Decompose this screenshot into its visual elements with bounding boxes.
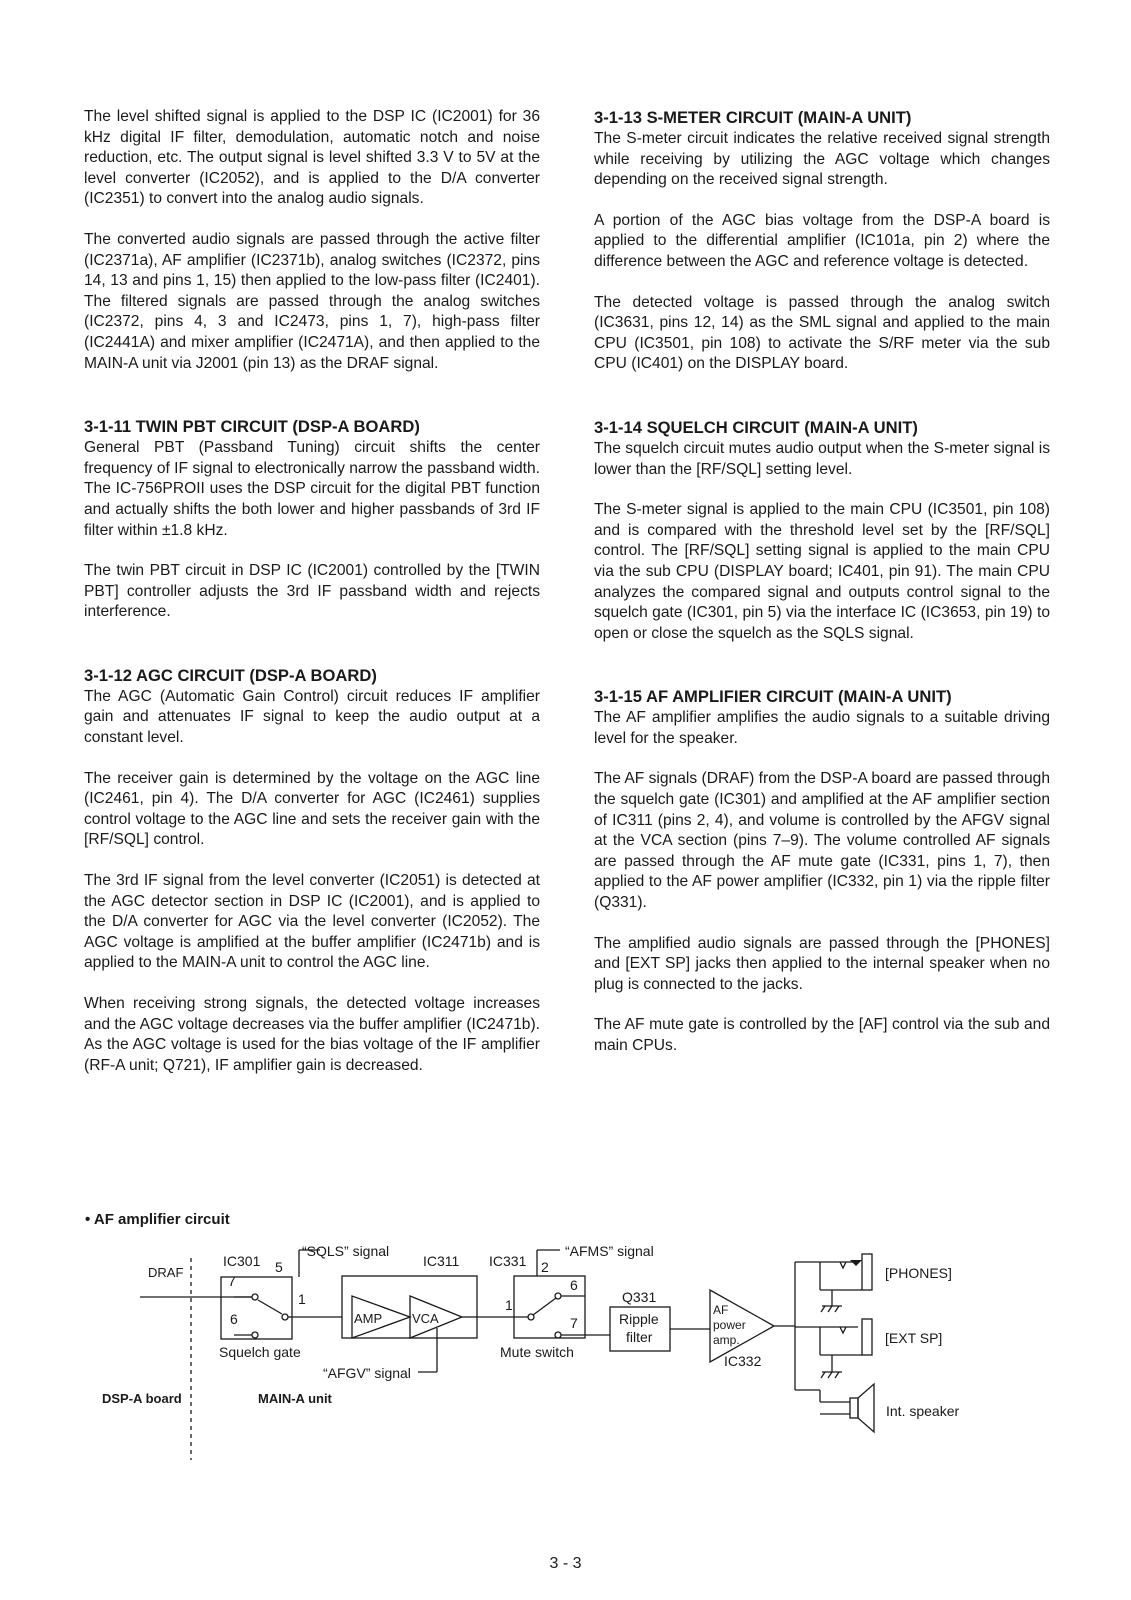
speaker-icon [850,1398,858,1418]
paragraph: The S-meter signal is applied to the main CPU (IC3501, pin 108) and is compared with the threshold level set by the [RF/SQL] control. The [RF/SQL] setting signal is applied to the main CPU via the sub CPU (DISPLAY board; IC401, pin 91). The main CPU analyzes the compared signal and outputs control signal to the squelch gate (IC301, pin 5) via the interface IC (IC3653, pin 19) to open or close the squelch as the SQLS signal. [594,501,1050,642]
dspa-board-label: DSP-A board [102,1391,182,1406]
filter-label: filter [626,1329,653,1345]
q331-label: Q331 [622,1289,657,1305]
ripple-label: Ripple [619,1311,659,1327]
paragraph: The twin PBT circuit in DSP IC (IC2001) controlled by the [TWIN PBT] controller adjusts the 3rd IF passband width and rejects interference. [84,562,540,621]
paragraph: The squelch circuit mutes audio output when the S-meter signal is lower than the [RF/SQL] setting level. [594,439,1050,478]
paragraph: When receiving strong signals, the detected voltage increases and the AGC voltage decreases via the buffer amplifier (IC2471b). As the AGC voltage is used for the bias voltage of the IF amplifier (RF-A unit; Q721), IF amplifier gain is decreased. [84,995,540,1074]
section-heading-s-meter: 3-1-13 S-METER CIRCUIT (MAIN-A UNIT) [594,108,912,127]
ext-sp-jack [862,1319,872,1355]
paragraph: The receiver gain is determined by the voltage on the AGC line (IC2461, pin 4). The D/A converter for AGC (IC2461) supplies control voltage to the AGC line and sets the receiver gain with the [RF/SQL] control. [84,769,540,849]
paragraph: The converted audio signals are passed through the active filter (IC2371a), AF amplifier (IC2371b), analog switches (IC2372, pins 14, 13 and pins 1, 15) then applied to the low-pass filter (IC2401). The filtered signals are passed through the analog switches (IC2372, pins 4, 3 and IC2473, pins 1, 7), high-pass filter (IC2441A) and mixer amplifier (IC2471A), and then applied to the MAIN-A unit via J2001 (pin 13) as the DRAF signal. [84,230,540,372]
paragraph: The S-meter circuit indicates the relative received signal strength while receiving by utilizing the AGC voltage which changes depending on the received signal strength. [594,130,1050,189]
section-heading-af-amplifier: 3-1-15 AF AMPLIFIER CIRCUIT (MAIN-A UNIT) [594,687,952,707]
paragraph: The detected voltage is passed through the analog switch (IC3631, pins 12, 14) as the SML signal and applied to the main CPU (IC3501, pin 108) to activate the S/RF meter via the sub CPU (IC401) on the DISPLAY board. [594,293,1050,373]
ic311-label: IC311 [423,1253,460,1269]
maina-unit-label: MAIN-A unit [258,1391,332,1406]
pin-label: 6 [230,1311,238,1327]
paragraph: The level shifted signal is applied to the DSP IC (IC2001) for 36 kHz digital IF filter, demodulation, automatic notch and noise reduction, etc. The output signal is level shifted 3.3 V to 5V at the level converter (IC2052), and is applied to the D/A converter (IC2351) to convert into the analog audio signals. [84,108,540,208]
power-label: power [713,1318,746,1332]
ic331-label: IC331 [489,1253,527,1269]
paragraph: The AGC (Automatic Gain Control) circuit reduces IF amplifier gain and attenuates IF signal to keep the audio output at a constant level. [84,687,540,747]
af-amplifier-circuit-diagram [80,1211,1000,1472]
int-speaker-label: Int. speaker [886,1403,960,1419]
left-column [84,107,540,1096]
arrow-icon [850,1260,862,1266]
phones-label: [PHONES] [885,1265,952,1281]
paragraph: The AF amplifier amplifies the audio signals to a suitable driving level for the speaker. [594,709,1050,747]
paragraph: The AF signals (DRAF) from the DSP-A board are passed through the squelch gate (IC301) and amplified at the AF amplifier section of IC311 (pins 2, 4), and volume is controlled by the AFGV signal at the VCA section (pins 7–9). The volume controlled AF signals are passed through the AF mute gate (IC331, pins 1, 7), then applied to the AF power amplifier (IC332, pin 1) via the ripple filter (Q331). [594,770,1050,912]
section-heading-agc: 3-1-12 AGC CIRCUIT (DSP-A BOARD) [84,665,377,685]
section-heading-squelch: 3-1-14 SQUELCH CIRCUIT (MAIN-A UNIT) [594,417,918,437]
vca-label: VCA [412,1311,439,1326]
paragraph: A portion of the AGC bias voltage from the DSP-A board is applied to the differential amplifier (IC101a, pin 2) where the difference between the AGC and reference voltage is detected. [594,211,1050,270]
afgv-signal-label: “AFGV” signal [323,1365,411,1381]
mute-switch-label: Mute switch [500,1344,574,1360]
pin-label: 6 [570,1277,578,1293]
pin-label: 7 [570,1315,578,1331]
draf-label: DRAF [148,1265,184,1280]
ext-sp-label: [EXT SP] [885,1330,943,1346]
right-column [594,107,1050,1077]
phones-jack [862,1254,872,1290]
ic301-label: IC301 [223,1253,261,1269]
section-heading-twin-pbt: 3-1-11 TWIN PBT CIRCUIT (DSP-A BOARD) [84,417,420,437]
afms-signal-label: “AFMS” signal [565,1243,654,1259]
page-number: 3 - 3 [549,1555,582,1572]
ic332-label: IC332 [724,1353,762,1369]
af-label: AF [713,1303,729,1317]
paragraph: The amplified audio signals are passed through the [PHONES] and [EXT SP] jacks then applied to the internal speaker when no plug is connected to the jacks. [594,934,1050,993]
squelch-gate-label: Squelch gate [219,1344,301,1360]
pin-label: 2 [541,1259,549,1275]
amp-label: amp. [713,1333,740,1347]
pin-label: 1 [505,1297,513,1313]
paragraph: The AF mute gate is controlled by the [AF] control via the sub and main CPUs. [594,1016,1050,1054]
paragraph: The 3rd IF signal from the level converter (IC2051) is detected at the AGC detector section in DSP IC (IC2001), and is applied to the D/A converter for AGC via the level converter (IC2052). The AGC voltage is amplified at the buffer amplifier (IC2471b) and is applied to the MAIN-A unit to control the AGC line. [84,872,540,972]
pin-label: 7 [228,1273,236,1289]
pin-label: 5 [275,1259,283,1275]
amp-label: AMP [354,1311,383,1326]
sqls-signal-label: “SQLS” signal [302,1243,390,1259]
paragraph: General PBT (Passband Tuning) circuit shifts the center frequency of IF signal to electronically narrow the passband width. The IC-756PROII uses the DSP circuit for the digital PBT function and actually shifts the both lower and higher passbands of 3rd IF filter within ±1.8 kHz. [84,439,540,539]
pin-label: 1 [298,1291,306,1307]
diagram-title: • AF amplifier circuit [85,1211,230,1228]
